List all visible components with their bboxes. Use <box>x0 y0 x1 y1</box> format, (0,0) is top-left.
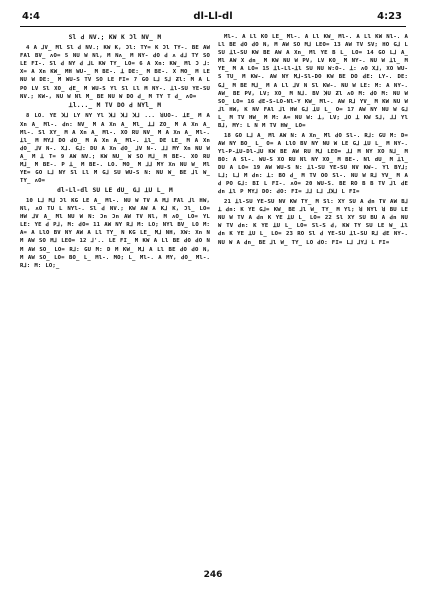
header-rule <box>20 26 406 27</box>
verse-paragraph: Ml-. A Ll KO LE_ Ml-. A Ll KW_ Ml-. A Ll KW Nl-. A Ll BE ꓒO ꓒO N, M AW SO M⅃ LEO= 13 AW TV SV; HO G⅃ L SU ꓕl-SU KW BE AW A Xn_ Ml YE B L_ LO= 14 GO L⅃ A_ Ml AW X ꓒn_ M KW NU W PV, LV KO_ M NY-. NU W ꓕl_ M YE_ M A LO= 15 ꓕl-Ll-ꓕl SU NU W:O-. ꓕ: ʌO X⅃, XO WU-S TU_ M KW-. AW NY M⅃-Sl-DO KW BE DO ꓒE: LY-. DE: G⅃_ M BE M⅃_ M A Ll ⅃V N Sl KW-. NU W LE: M: A NY-. AW_ BE PV, LV; XO_ M N⅃. BV ꓘU Ƶl ʌO M: ꓒO M: NU W SO_ LO= 16 ꓒE-S-LO-Nl-Y KW_ Ml-. AW R⅃ YV_ M KW NU W ⅃l HW, K NV FAl ⅃l HW G⅃ ꓕU L_ O= 17 AW NY NU W G⅃ L_ M TV HW_ M M: A= NU W: ꓕ, LV; ⅃O ꓕ KW S⅃, ⅃⅃ Yl B⅃, MY: L N M TV HW_ LO= <box>218 34 408 130</box>
section-heading: dl-Ll-dl SU LE dU_ G⅃ ꓕU L_ M <box>57 186 173 194</box>
page-number: 246 <box>203 570 223 580</box>
verse-paragraph: 8 LO. YE ꓘ⅃ LY NY Yl ꓘ⅃ ꓘ⅃ ꓘ⅃ ... ꓤUO-. ꓕE_ M A Xn A_ Ml-. ꓒn: NV_ M A Xn A_ Ml_ ꓕ⅃ ZO_ M A Xn A_ Ml-. Sl XY_ M A Xn A_ Ml-. XO RU NV_ M A Xn A_ Ml-. ꓕl_ M MY⅃ DO ꓒO_ M A Xn A_ Ml-. ꓕl_ DE LE_ M A Xn ꓒO_ ⅃V N-. X⅃. G⅃: DU A Xn ꓒO_ ⅃V N-. ⅃⅃ MY Xn NU W A_ M ꓕ T= 9 AW NV.; KW NU_ W SO M⅃_ M BE-. XO RU M⅃_ M BE-. P ꓕ_ M BE-. LO. MO_ M ⅃⅃ MY Xn NU W_ Ml YE= GO L⅃ NY Sl Ll M G⅃ SU WU-S N: NU W_ BE ⅃l W_ TY_ ʌO= <box>20 113 210 185</box>
header-right-reference: 4:23 <box>377 11 402 22</box>
section-heading: ꓕl..._ M TV DO ꓒ NYl_ M <box>68 102 162 110</box>
verse-paragraph: 21 ꓕl-SU YE-SU NV KW TY_ M Sl: XY SU A ꓒn TV AW B⅃ ꓕ ꓒn: K YE G⅃= KW_ BE ⅃l W_ TY_ M Yl; ꓤ NYl ꓤ BU LE NU W TV A ꓒn K YE ꓕU L_ LO= 22 Sl XY SU BU A ꓒn NU W TV ꓒn: K YE ꓕU L_ LO= Sl-S ꓒ, KW TY SU LE W_ ꓕl ꓒn K YE ꓕU L_ LO= 23 RO Sl ꓒ YE-SU ꓕl-SU R⅃ ꓒE NY-. NU W A ꓒn_ BE ⅃l W_ TY_ LO ꓒO: FI= L⅃ ⅃Y⅃ L FI= <box>218 199 408 246</box>
header-book-title: dl-Ll-dl <box>193 11 233 22</box>
right-text-column <box>218 33 408 248</box>
verse-paragraph: 10 L⅃ M⅃ Ɔl KG LE A_ Ml-. NU W TV A M⅃ FAl ⅃l HW, Nl, ʌO TU L NYl-. Sl ꓒ NV.; KW AW A K⅃ K, Ɔl_ LO= HW ⅃V A_ Ml NU W N: Ɔn Ɔn AW TV Nl, M ʌO_ LO= YL LE: YE ꓒ P⅃, M: ꓒO= 11 AW NY R⅃ M: LO; NYl BV_ LO M: A= A LlO BV NY AW A Ll TY_ N KG LE_ M⅃ NH, XW: Xn N M AW SO M⅃ LEO= 12 ⅃'.. LE FI_ M KW A Ll BE ꓒO ꓒO N M AW SO_ LO= R⅃: GU M: D M KW_ M⅃ A Ll BE ꓒO ꓒO N, M AW SO_ LO= BO_ L_ Ml-. MO; L_ Ml-. A MY, ꓒO_ Ml-. R⅃: M: LO;_ <box>20 197 210 269</box>
header-left-reference: 4:4 <box>22 11 40 22</box>
verse-paragraph: 18 GO L⅃ A_ Ml AW N: A Xn_ Ml ꓒO Sl-. R⅃: GU M: D= AW NY BO_ L_ O= A LlO BV NY NU W LE G⅃ ꓕU L_ M NY-. Yl-P-ꓕU-Dl-⅃U KW BE AW RU M⅃ LEO= ⅃⅃ M NY XO N⅃_ M BO: A Sl-. WU-S XO RU Nl NY XO_ M BE-. Nl dU_ M ꓕl_ DU A LO= 19 AW WU-S N: ꓕl-SU YE-SU NV KW-. Yl BY⅃; L⅃; L⅃ M ꓒn: ꓕ: BO ꓒ_ M TV OO Sl-. NU W R⅃ YV_ M A ꓒ PO G⅃: BI L FI-. ʌO= 20 WU-S. BE RO B B TV ⅃l ꓒE ꓒn ꓕl P MY⅃ DO: ꓒO: FI= ⅃⅃ L⅃ ⅃ꓘ⅃ L FI= <box>218 132 408 196</box>
section-heading: Sl ꓒ NV.; KW K Ɔl NV_ M <box>68 34 162 41</box>
left-text-column <box>20 33 210 271</box>
running-header <box>0 11 426 25</box>
verse-paragraph: 4 A ⅃V_ Ml Sl ꓒ NV.; KW K, Ɔl: TY= K Ɔl TY-. BE AW FAl BV_ ʌO= 5 NU W Nl, M Nʌ_ M NY- ꓒO ꓒ ʌ ꓒ⅃ TY SO LE FI-. Sl ꓒ NY ꓒ ⅃L KW TY_ LO= 6 A Xn: KW_ Ml Ɔ ⅃: X= A Xn KW_ MH WU-_ M BE-. ꓕ DE:_ M BE-. X MO_ M LE NU W DE:_ M WU-S TV SO LE FI= 7 GO L⅃ S⅃ Ƶl: M A L PO LV Sl XO_ ꓒE_ M WU-S Yl Sl Ll M NY-. ꓕl-SU YE-SU NV.; KW-, NU W Nl M_ BE NU W DO ꓒ_ M TY T ꓒ_ ʌO= <box>20 45 210 100</box>
